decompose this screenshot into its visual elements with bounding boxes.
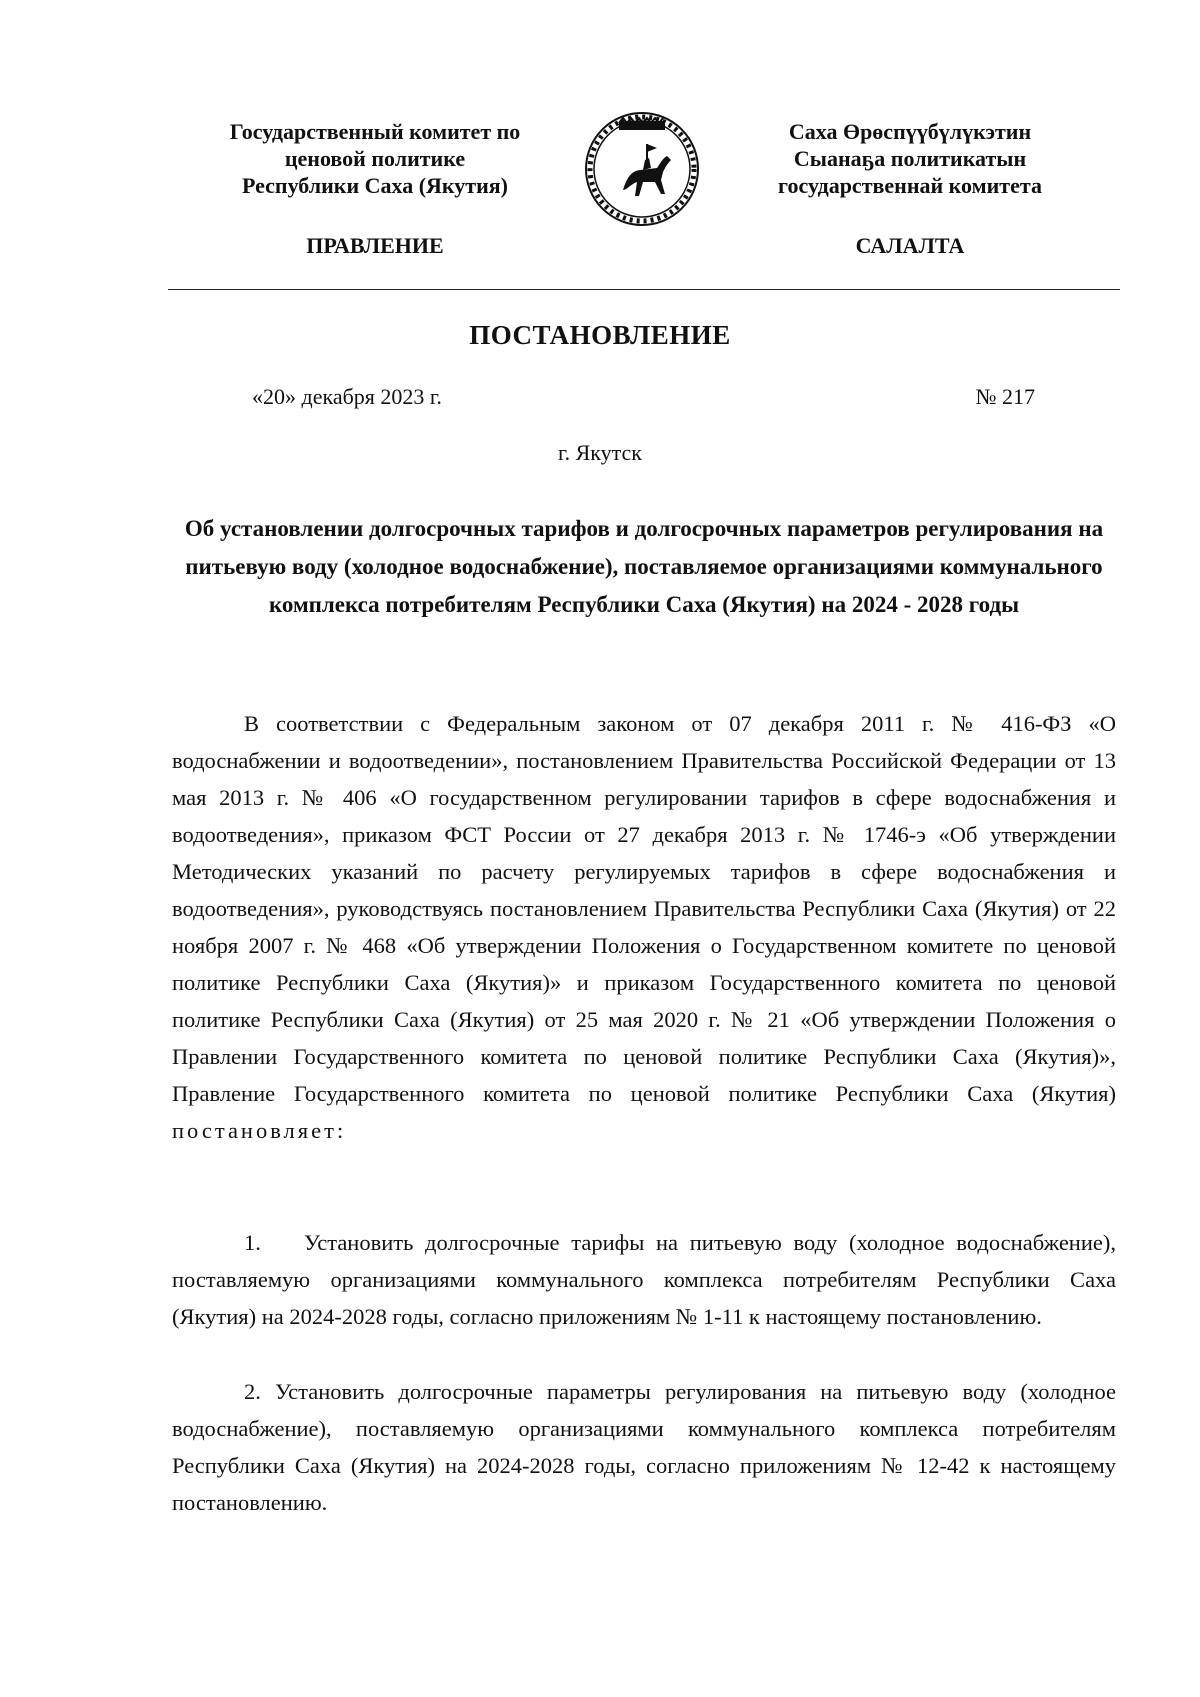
left-header-line-3: Республики Саха (Якутия)	[241, 173, 509, 198]
document-subject: Об установлении долгосрочных тарифов и долгосрочных параметров регулирования на питьевую воду (холодное водоснабжение), поставляемое организациями коммунального комплекса потребителям Республики Саха (Якутия) на 2024 - 2028 годы	[184, 516, 1104, 617]
right-header-line-1: Саха Өрөспүүбүлүкэтин	[788, 119, 1032, 144]
left-header	[175, 118, 575, 199]
left-header-line-1: Государственный комитет по	[229, 119, 521, 144]
right-header-line-2: Сыанаҕа политикатын	[793, 146, 1027, 171]
item-1-number: 1.	[244, 1230, 261, 1255]
document-date: «20» декабря 2023 г.	[252, 384, 442, 409]
preamble-paragraph	[172, 705, 1116, 1149]
left-header-line-2: ценовой политике	[284, 146, 466, 171]
right-header	[720, 118, 1100, 199]
document-number: № 217	[975, 384, 1035, 409]
preamble-text: В соответствии с Федеральным законом от 07 декабря 2011 г. № 416-ФЗ «О водоснабжении и водоотведении», постановлением Правительства Российской Федерации от 13 мая 2013 г. № 406 «О государственном регулировании тарифов в сфере водоснабжения и водоотведения», приказом ФСТ России от 27 декабря 2013 г. № 1746-э «Об утверждении Методических указаний по расчету регулируемых тарифов в сфере водоснабжения и водоотведения», руководствуясь постановлением Правительства Республики Саха (Якутия) от 22 ноября 2007 г. № 468 «Об утверждении Положения о Государственном комитете по ценовой политике Республики Саха (Якутия)» и приказом Государственного комитета по ценовой политике Республики Саха (Якутия) от 25 мая 2020 г. № 21 «Об утверждении Положения о Правлении Государственного комитета по ценовой политике Республики Саха (Якутия)», Правление Государственного комитета по ценовой политике Республики Саха (Якутия)	[172, 711, 1116, 1106]
right-department: САЛАЛТА	[855, 233, 965, 258]
resolves-word: постановляет:	[172, 1118, 347, 1143]
document-title: ПОСТАНОВЛЕНИЕ	[469, 320, 731, 350]
right-header-line-3: государственнай комитета	[778, 173, 1042, 198]
item-1-text: Установить долгосрочные тарифы на питьевую воду (холодное водоснабжение), поставляемую организациями коммунального комплекса потребителям Республики Саха (Якутия) на 2024-2028 годы, согласно приложениям № 1-11 к настоящему постановлению.	[172, 1230, 1116, 1329]
sakha-coat-of-arms-icon	[583, 110, 701, 228]
item-1-paragraph	[172, 1224, 1116, 1335]
left-department: ПРАВЛЕНИЕ	[306, 233, 444, 258]
header-divider	[168, 289, 1120, 290]
document-city: г. Якутск	[558, 440, 642, 465]
item-2-paragraph: 2. Установить долгосрочные параметры регулирования на питьевую воду (холодное водоснабжение), поставляемую организациями коммунального комплекса потребителям Республики Саха (Якутия) на 2024-2028 годы, согласно приложениям № 12-42 к настоящему постановлению.	[172, 1379, 1116, 1515]
